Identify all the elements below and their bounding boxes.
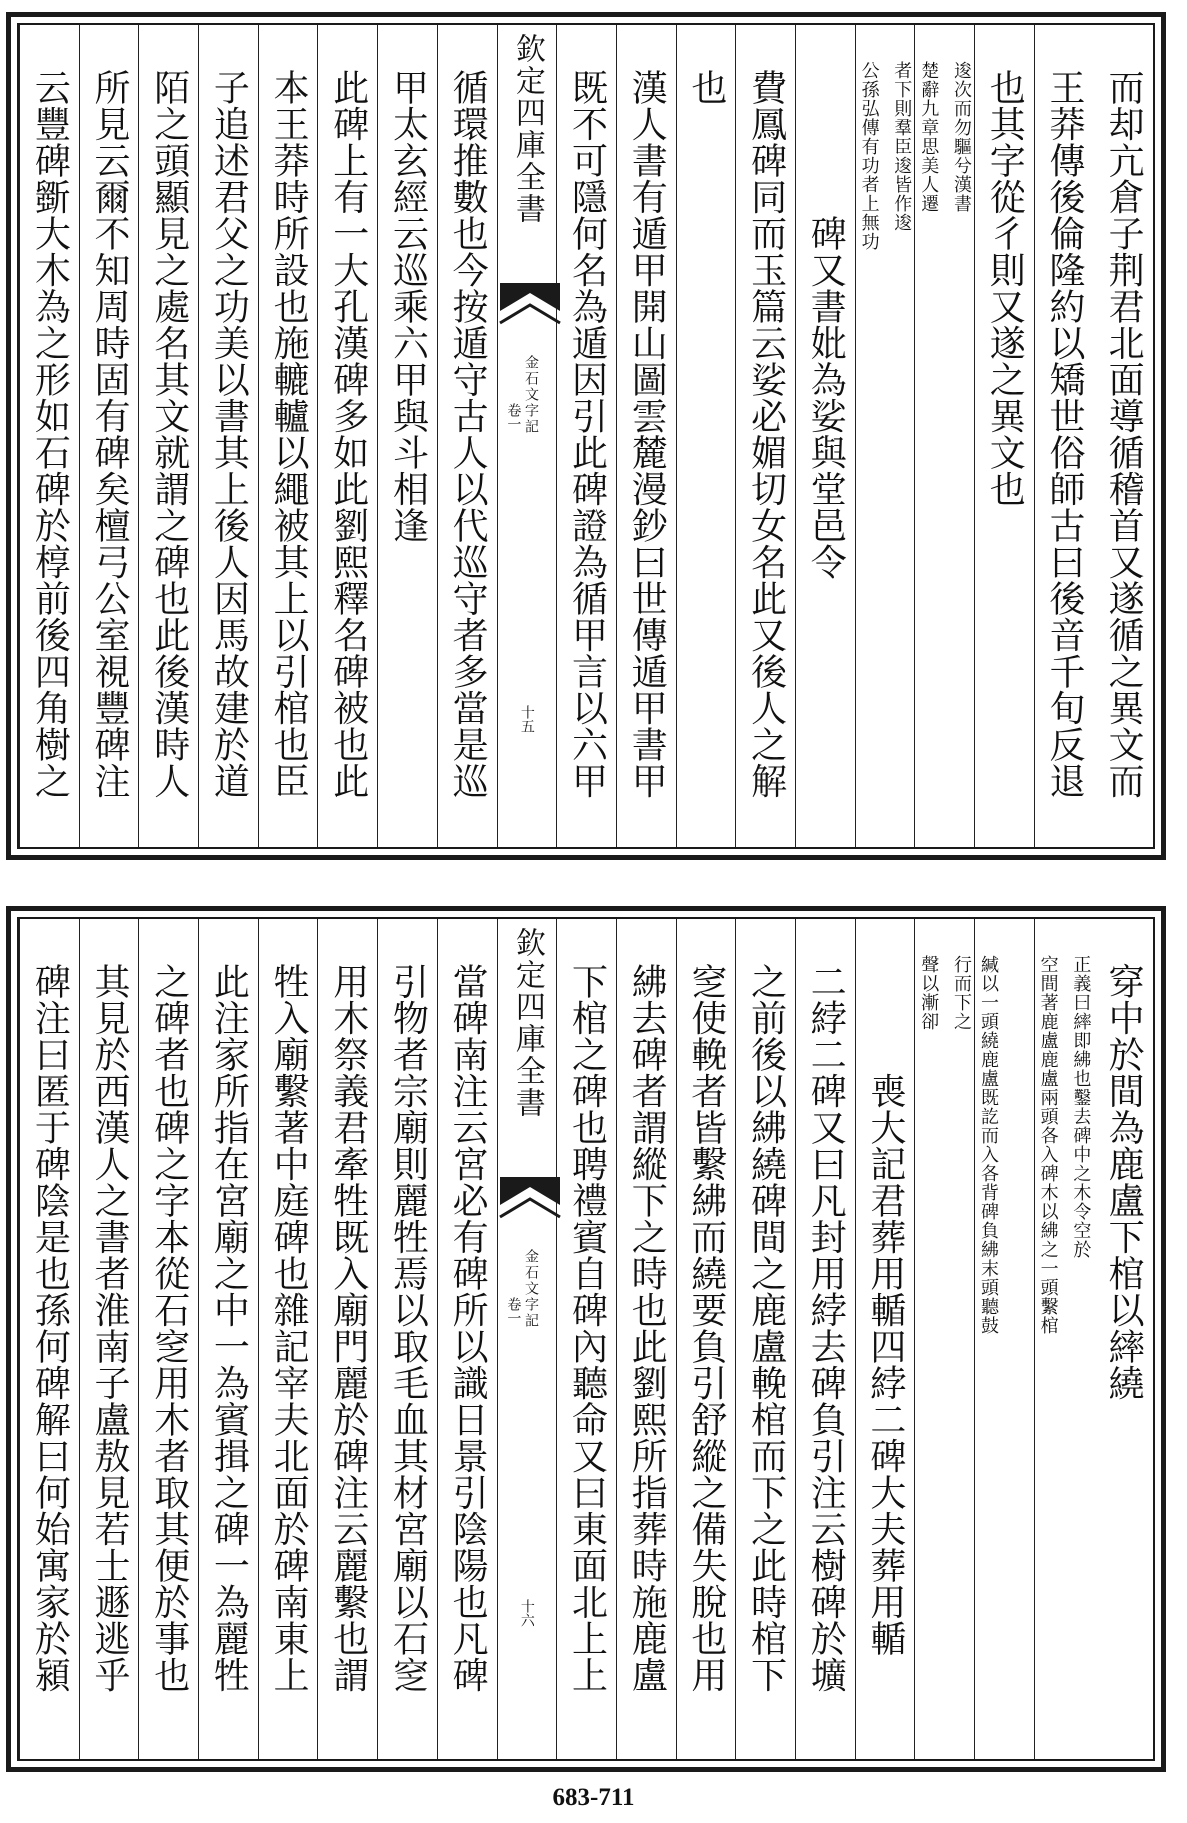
text-column [79, 919, 139, 1759]
column-text: 而却亢倉子荆君北面導循稽首又遂循之異文而 [1103, 69, 1145, 799]
column-text: 陌之頭顯見之處名其文就謂之碑也此後漢時人 [148, 69, 190, 799]
text-column [1034, 919, 1094, 1759]
annotation-text: 緘以一頭繞鹿盧既訖而入各背碑負紼末頭聽鼓 [977, 955, 999, 1335]
annotation-text: 空間著鹿盧鹿盧兩頭各入碑木以紼之一頭繫棺 [1037, 955, 1059, 1335]
column-text: 循環推數也今按遁守古人以代巡守者多當是巡 [447, 69, 489, 799]
book-page-top [6, 12, 1166, 860]
column-text: 二綍二碑又曰凡封用綍去碑負引注云樹碑於壙 [805, 963, 847, 1693]
text-column [437, 919, 497, 1759]
text-column [616, 919, 676, 1759]
column-text: 牲入廟繫著中庭碑也雜記宰夫北面於碑南東上 [268, 963, 310, 1693]
text-column [855, 25, 915, 847]
column-text: 既不可隱何名為遁因引此碑證為循甲言以六甲 [566, 69, 608, 799]
text-column [735, 25, 795, 847]
text-column [377, 919, 437, 1759]
text-column [855, 919, 915, 1759]
column-text: 此碑上有一大孔漢碑多如此劉熙釋名碑被也此 [327, 69, 369, 799]
text-column [795, 25, 855, 847]
book-title: 欽定四庫全書 [509, 33, 545, 225]
column-text: 之碑者也碑之字本從石窆用木者取其便於事也 [148, 963, 190, 1693]
text-column [198, 25, 258, 847]
column-text: 當碑南注云宮必有碑所以識日景引陰陽也凡碑 [447, 963, 489, 1693]
text-column [19, 25, 79, 847]
page-frame [17, 23, 1155, 849]
column-text: 之前後以紼繞碑間之鹿盧輓棺而下之此時棺下 [745, 963, 787, 1693]
text-column [914, 919, 974, 1759]
column-text: 費鳳碑同而玉篇云娑必媚切女名此又後人之解 [745, 69, 787, 799]
book-title: 欽定四庫全書 [509, 927, 545, 1119]
column-text: 窆使輓者皆繫紼而繞要負引舒縱之備失脫也用 [685, 963, 727, 1693]
fish-tail-mark-icon [500, 283, 560, 337]
column-text: 下棺之碑也聘禮賓自碑內聽命又曰東面北上上 [566, 963, 608, 1693]
text-column [19, 919, 79, 1759]
column-text: 所見云爾不知周時固有碑矣檀弓公室視豐碑注 [89, 69, 131, 799]
text-column [914, 25, 974, 847]
text-column [676, 25, 736, 847]
text-column [317, 25, 377, 847]
text-column [79, 25, 139, 847]
annotation-text: 聲以漸卻 [918, 955, 940, 1031]
text-column [616, 25, 676, 847]
column-text: 子追述君父之功美以書其上後人因馬故建於道 [208, 69, 250, 799]
text-column [974, 919, 1034, 1759]
book-subtitle: 金石文字記 [522, 355, 539, 435]
column-text: 紼去碑者謂縱下之時也此劉熙所指葬時施鹿盧 [626, 963, 668, 1693]
column-text: 穿中於間為鹿盧下棺以繂繞 [1103, 963, 1145, 1401]
column-text: 漢人書有遁甲開山圖雲麓漫鈔曰世傳遁甲書甲 [626, 69, 668, 799]
text-column [556, 25, 616, 847]
column-text: 本王莽時所設也施轆轤以繩被其上以引棺也臣 [268, 69, 310, 799]
page-reference-number: 683-711 [552, 1784, 635, 1811]
column-text: 也 [685, 69, 727, 106]
page-frame [17, 917, 1155, 1761]
text-column [377, 25, 437, 847]
column-text: 云豐碑斵大木為之形如石碑於椁前後四角樹之 [29, 69, 71, 799]
annotation-text: 行而下之 [950, 955, 972, 1031]
column-text: 其見於西漢人之書者淮南子盧敖見若士遯逃乎 [89, 963, 131, 1693]
text-column [138, 25, 198, 847]
annotation-text: 逡次而勿驅兮漢書 [950, 61, 972, 213]
column-text: 王莽傳後倫隆約以矯世俗師古曰後音千旬反退 [1043, 69, 1085, 799]
text-column [198, 919, 258, 1759]
column-text: 用木祭義君牽牲既入廟門麗於碑注云麗繫也謂 [327, 963, 369, 1693]
text-column [317, 919, 377, 1759]
text-column [556, 919, 616, 1759]
book-page-bottom [6, 906, 1166, 1772]
column-text: 甲太玄經云巡乘六甲與斗相逢 [387, 69, 429, 544]
column-text: 碑注曰匿于碑陰是也孫何碑解曰何始寓家於潁 [29, 963, 71, 1693]
leaf-number: 十六 [518, 1599, 535, 1627]
column-text: 此注家所指在宮廟之中一為賓揖之碑一為麗牲 [208, 963, 250, 1693]
annotation-text: 正義曰繂即紼也鑿去碑中之木令空於 [1070, 955, 1092, 1259]
column-text: 碑又書妣為娑與堂邑令 [805, 69, 847, 580]
text-column [437, 25, 497, 847]
fish-tail-mark-icon [500, 1177, 560, 1231]
center-fold-column [497, 25, 557, 847]
column-text: 喪大記君葬用輴四綍二碑大夫葬用輴 [864, 963, 906, 1657]
column-text: 引物者宗廟則麗牲焉以取毛血其材宮廟以石窆 [387, 963, 429, 1693]
text-column [1034, 25, 1094, 847]
center-fold-column [497, 919, 557, 1759]
text-column [138, 919, 198, 1759]
text-column [258, 919, 318, 1759]
text-column [795, 919, 855, 1759]
text-column [1093, 25, 1153, 847]
text-column [1093, 919, 1153, 1759]
book-subtitle: 金石文字記 [522, 1249, 539, 1329]
column-text: 也其字從彳則又遂之異文也 [984, 69, 1026, 507]
annotation-text: 楚辭九章思美人遷 [918, 61, 940, 213]
annotation-text: 者下則羣臣逡皆作逡 [891, 61, 913, 232]
text-column [735, 919, 795, 1759]
volume-label: 卷一 [505, 403, 522, 431]
annotation-text: 公孫弘傳有功者上無功 [858, 61, 880, 251]
text-column [258, 25, 318, 847]
leaf-number: 十五 [518, 705, 535, 733]
volume-label: 卷一 [505, 1297, 522, 1325]
text-column [974, 25, 1034, 847]
text-column [676, 919, 736, 1759]
